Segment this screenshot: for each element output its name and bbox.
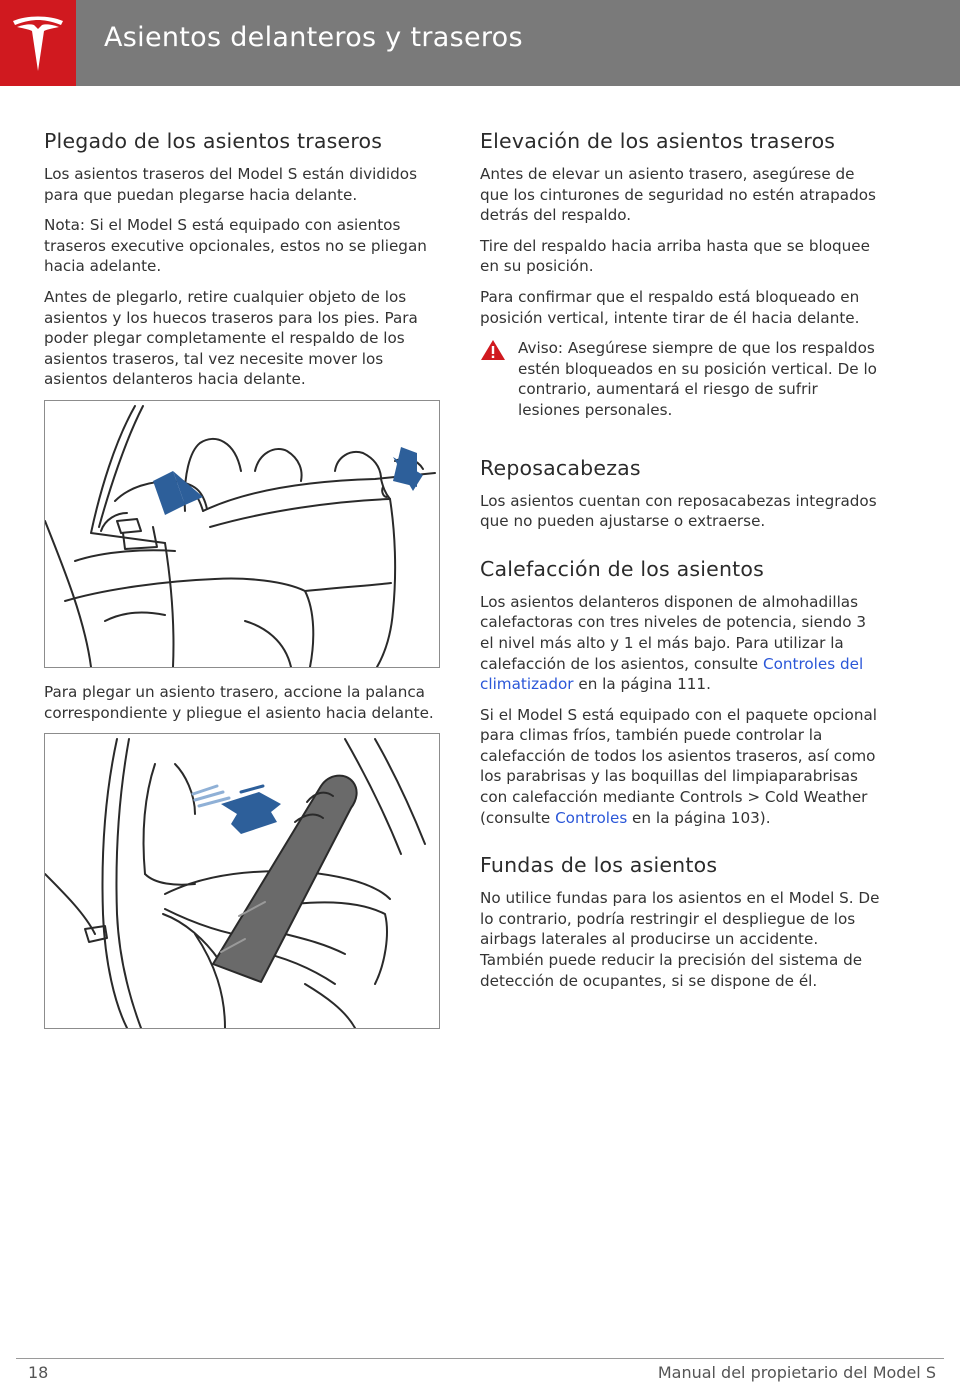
section-seat-covers	[480, 850, 880, 991]
paragraph: No utilice fundas para los asientos en el Model S. De lo contrario, podría restringir el despliegue de los airbags laterales al producirse un accidente. También puede reducir la precisión del sistema de detección de ocupantes, si se dispone de él.	[480, 889, 880, 990]
paragraph: Para plegar un asiento trasero, accione la palanca correspondiente y pliegue el asiento hacia delante.	[44, 682, 434, 722]
text: en la página 111.	[573, 675, 711, 694]
page-title: Asientos delanteros y traseros	[104, 22, 523, 53]
warning-box	[480, 338, 880, 430]
link-controls[interactable]: Controles	[555, 808, 628, 827]
section-heading-headrests: Reposacabezas	[480, 455, 641, 480]
section-seat-heating	[480, 554, 880, 829]
paragraph	[480, 705, 880, 829]
text: en la página 103).	[627, 808, 771, 827]
figure-seat-release-levers	[44, 400, 440, 668]
paragraph: Para confirmar que el respaldo está bloqueado en posición vertical, intente tirar de él hacia delante.	[480, 287, 860, 327]
text: Si el Model S está equipado con el paquete opcional para climas fríos, también puede controlar la calefacción de todos los asientos traseros, así como los parabrisas y las boquillas del limpiaparabrisas con calefacción mediante Controls > Cold Weather (consulte	[480, 705, 877, 827]
figure-fold-rear-seat	[44, 733, 440, 1029]
manual-title: Manual del propietario del Model S	[657, 1363, 936, 1382]
paragraph	[480, 592, 880, 695]
warning-triangle-icon	[480, 338, 518, 430]
text: Los asientos delanteros disponen de almohadillas calefactoras con tres niveles de potencia, siendo 3 el nivel más alto y 1 el más bajo. Para utilizar la calefacción de los asientos, consulte	[480, 592, 867, 673]
page-header	[0, 0, 960, 86]
paragraph: Antes de plegarlo, retire cualquier objeto de los asientos y los huecos traseros para los pies. Para poder plegar completamente el respaldo de los asientos traseros, tal vez necesite mover los asientos delanteros hacia delante.	[44, 287, 418, 389]
warning-text: Aviso: Asegúrese siempre de que los respaldos estén bloqueados en su posición vertical. De lo contrario, aumentará el riesgo de sufrir lesiones personales.	[518, 339, 877, 419]
paragraph: Los asientos cuentan con reposacabezas integrados que no pueden ajustarse o extraerse.	[480, 491, 877, 531]
tesla-logo-icon	[11, 15, 65, 73]
paragraph: Los asientos traseros del Model S están divididos para que puedan plegarse hacia delante.	[44, 165, 417, 204]
note-paragraph: Nota: Si el Model S está equipado con asientos traseros executive opcionales, estos no se pliegan hacia adelante.	[44, 216, 427, 276]
section-headrests	[480, 453, 880, 532]
page-number: 18	[28, 1363, 49, 1382]
section-heading-fold-rear-seats: Plegado de los asientos traseros	[44, 129, 383, 153]
section-heading-seat-covers: Fundas de los asientos	[480, 853, 718, 878]
brand-logo	[0, 0, 76, 86]
section-heading-seat-heating: Calefacción de los asientos	[480, 556, 765, 581]
left-column	[44, 126, 440, 1043]
right-column	[480, 126, 880, 1001]
section-heading-raise-rear-seats: Elevación de los asientos traseros	[480, 129, 836, 153]
paragraph: Tire del respaldo hacia arriba hasta que se bloquee en su posición.	[480, 236, 870, 276]
footer-divider	[16, 1358, 944, 1359]
link-climate-controls[interactable]: Controles del climatizador	[480, 654, 864, 694]
paragraph: Antes de elevar un asiento trasero, asegúrese de que los cinturones de seguridad no estén atrapados detrás del respaldo.	[480, 165, 876, 225]
